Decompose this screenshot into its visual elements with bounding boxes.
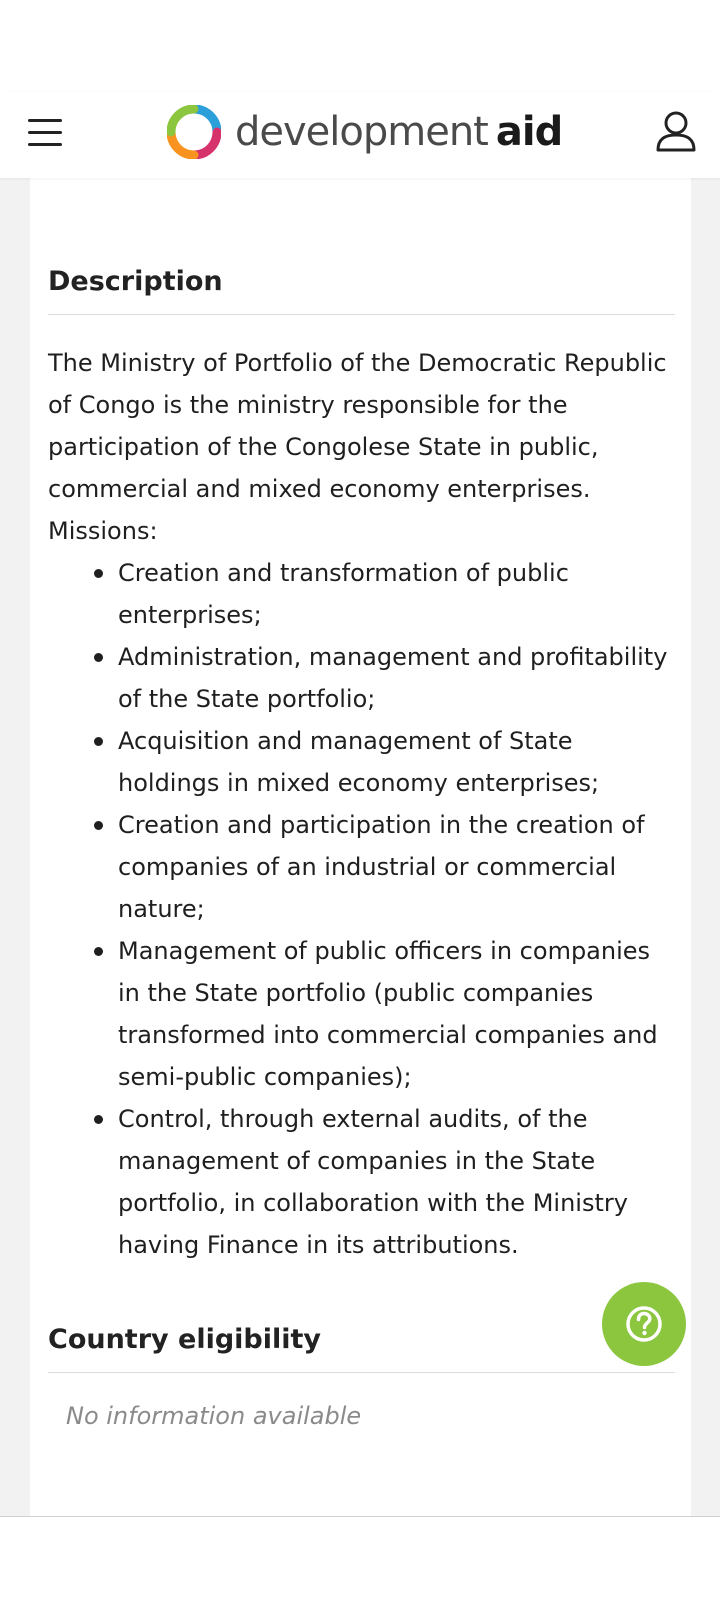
country-eligibility-value: No information available	[66, 1402, 362, 1430]
menu-line	[28, 143, 62, 146]
description-body	[48, 342, 675, 1266]
description-title: Description	[48, 266, 223, 297]
mission-item: Creation and transformation of public enterprises;	[118, 552, 675, 636]
country-eligibility-divider	[48, 1372, 675, 1373]
help-button[interactable]	[602, 1282, 686, 1366]
mission-item: Creation and participation in the creation of companies of an industrial or commercial nature;	[118, 804, 675, 930]
missions-list	[48, 552, 675, 1266]
country-eligibility-title: Country eligibility	[48, 1324, 322, 1355]
mission-item: Acquisition and management of State holdings in mixed economy enterprises;	[118, 720, 675, 804]
developmentaid-logo[interactable]	[167, 102, 562, 162]
mission-item: Management of public officers in companies in the State portfolio (public companies transformed into commercial companies and semi-public companies);	[118, 930, 675, 1098]
status-bar	[0, 0, 720, 92]
logo-text-light: development	[235, 109, 488, 155]
mission-item: Administration, management and profitability of the State portfolio;	[118, 636, 675, 720]
organization-details-card	[30, 178, 691, 1516]
menu-line	[28, 131, 62, 134]
logo-text-bold: aid	[495, 109, 563, 155]
bottom-bar	[0, 1516, 720, 1600]
description-divider	[48, 314, 675, 315]
description-intro: The Ministry of Portfolio of the Democratic Republic of Congo is the ministry responsible for the participation of the Congolese State in public, commercial and mixed economy enterprises. Missions:	[48, 349, 667, 545]
logo-wordmark	[235, 109, 563, 155]
hamburger-menu-icon[interactable]	[28, 112, 68, 152]
mission-item: Control, through external audits, of the management of companies in the State portfolio, in collaboration with the Ministry having Finance in its attributions.	[118, 1098, 675, 1266]
logo-ring-icon	[167, 105, 221, 159]
app-header	[0, 92, 720, 178]
question-mark-icon	[624, 1304, 664, 1344]
user-account-icon[interactable]	[654, 108, 698, 156]
menu-line	[28, 119, 62, 122]
